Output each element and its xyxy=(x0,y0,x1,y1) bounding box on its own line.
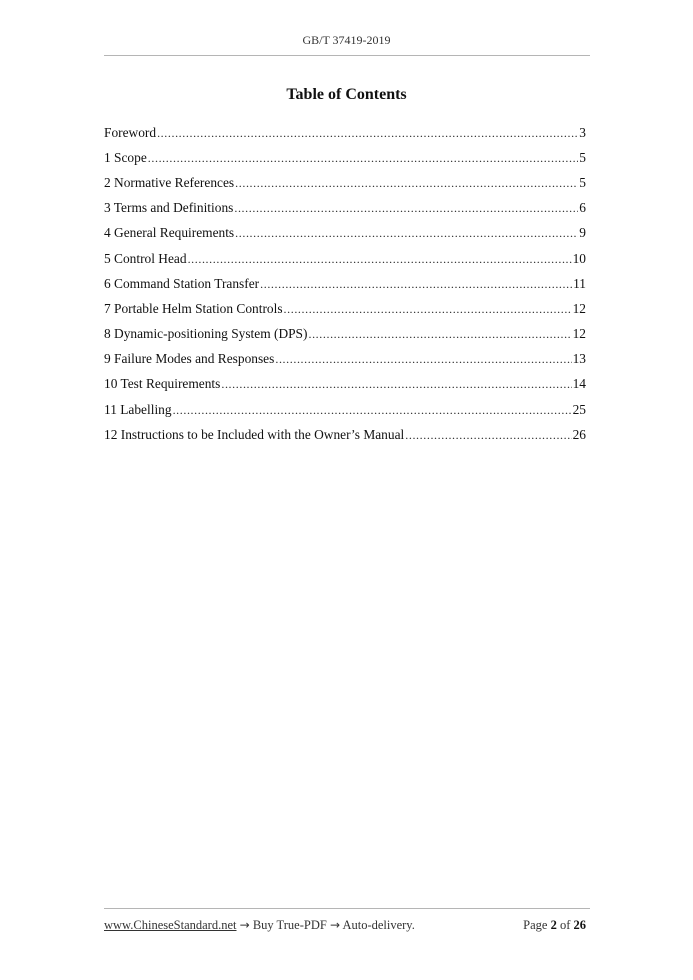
toc-entry-page: 9 xyxy=(579,225,586,241)
toc-entry-page: 5 xyxy=(579,174,586,190)
toc-entry-page: 14 xyxy=(572,376,586,392)
toc-entry-failure-modes-and-responses[interactable] xyxy=(104,347,586,372)
toc-entry-label: 1 Scope xyxy=(104,149,147,165)
toc-dot-leader xyxy=(235,226,578,240)
toc-dot-leader xyxy=(148,151,579,165)
toc-dot-leader xyxy=(157,126,578,140)
toc-entry-page: 6 xyxy=(579,200,586,216)
toc-dot-leader xyxy=(234,201,578,215)
toc-entry-label: 9 Failure Modes and Responses xyxy=(104,351,275,367)
toc-entry-terms-and-definitions[interactable] xyxy=(104,196,586,221)
toc-entry-portable-helm-station-controls[interactable] xyxy=(104,296,586,321)
toc-entry-label: 10 Test Requirements xyxy=(104,376,221,392)
toc-entry-dynamic-positioning-system[interactable] xyxy=(104,322,586,347)
footer-promo xyxy=(104,918,415,933)
toc-entry-page: 11 xyxy=(573,275,586,291)
toc-dot-leader xyxy=(235,176,578,190)
page-word: Page xyxy=(523,918,548,932)
toc-entry-page: 25 xyxy=(572,401,586,417)
toc-entry-label: 3 Terms and Definitions xyxy=(104,200,234,216)
toc-entry-control-head[interactable] xyxy=(104,246,586,271)
right-arrow-icon: → xyxy=(239,918,250,932)
toc-entry-page: 5 xyxy=(579,149,586,165)
footer-delivery-text: Auto-delivery. xyxy=(342,918,415,932)
toc-dot-leader xyxy=(221,377,571,391)
toc-entry-page: 12 xyxy=(572,326,586,342)
toc-entry-label: 5 Control Head xyxy=(104,250,187,266)
toc-entry-command-station-transfer[interactable] xyxy=(104,271,586,296)
toc-entry-label: 12 Instructions to be Included with the Owner’s Manual xyxy=(104,426,405,442)
page-number xyxy=(523,918,586,933)
toc-entry-label: 7 Portable Helm Station Controls xyxy=(104,300,283,316)
toc-entry-scope[interactable] xyxy=(104,145,586,170)
toc-entry-label: 11 Labelling xyxy=(104,401,172,417)
toc-entry-test-requirements[interactable] xyxy=(104,372,586,397)
footer-buy-text: Buy True-PDF xyxy=(252,918,327,932)
toc-dot-leader xyxy=(284,302,572,316)
total-pages-number: 26 xyxy=(573,918,586,932)
toc-entry-page: 10 xyxy=(572,250,586,266)
toc-entry-page: 26 xyxy=(572,426,586,442)
toc-entry-owners-manual-instructions[interactable] xyxy=(104,422,586,447)
toc-entry-label: Foreword xyxy=(104,124,157,140)
toc-entry-normative-references[interactable] xyxy=(104,170,586,195)
toc-list xyxy=(104,120,586,447)
toc-entry-label: 6 Command Station Transfer xyxy=(104,275,260,291)
page-header-doc-id: GB/T 37419-2019 xyxy=(302,33,391,47)
toc-dot-leader xyxy=(275,352,571,366)
toc-entry-label: 8 Dynamic-positioning System (DPS) xyxy=(104,326,308,342)
toc-entry-labelling[interactable] xyxy=(104,397,586,422)
toc-entry-page: 3 xyxy=(579,124,586,140)
toc-dot-leader xyxy=(405,428,571,442)
header-divider xyxy=(104,55,590,56)
toc-entry-foreword[interactable] xyxy=(104,120,586,145)
toc-title: Table of Contents xyxy=(286,86,407,103)
toc-dot-leader xyxy=(188,252,572,266)
toc-entry-general-requirements[interactable] xyxy=(104,221,586,246)
toc-dot-leader xyxy=(308,327,571,341)
toc-entry-label: 4 General Requirements xyxy=(104,225,235,241)
current-page-number: 2 xyxy=(550,918,557,932)
of-word: of xyxy=(559,918,571,932)
toc-dot-leader xyxy=(260,277,572,291)
toc-entry-label: 2 Normative References xyxy=(104,174,235,190)
footer-site-link[interactable]: www.ChineseStandard.net xyxy=(104,918,237,932)
right-arrow-icon: → xyxy=(329,918,340,932)
footer-divider xyxy=(104,908,590,909)
toc-dot-leader xyxy=(173,403,572,417)
toc-entry-page: 13 xyxy=(572,351,586,367)
toc-entry-page: 12 xyxy=(572,300,586,316)
